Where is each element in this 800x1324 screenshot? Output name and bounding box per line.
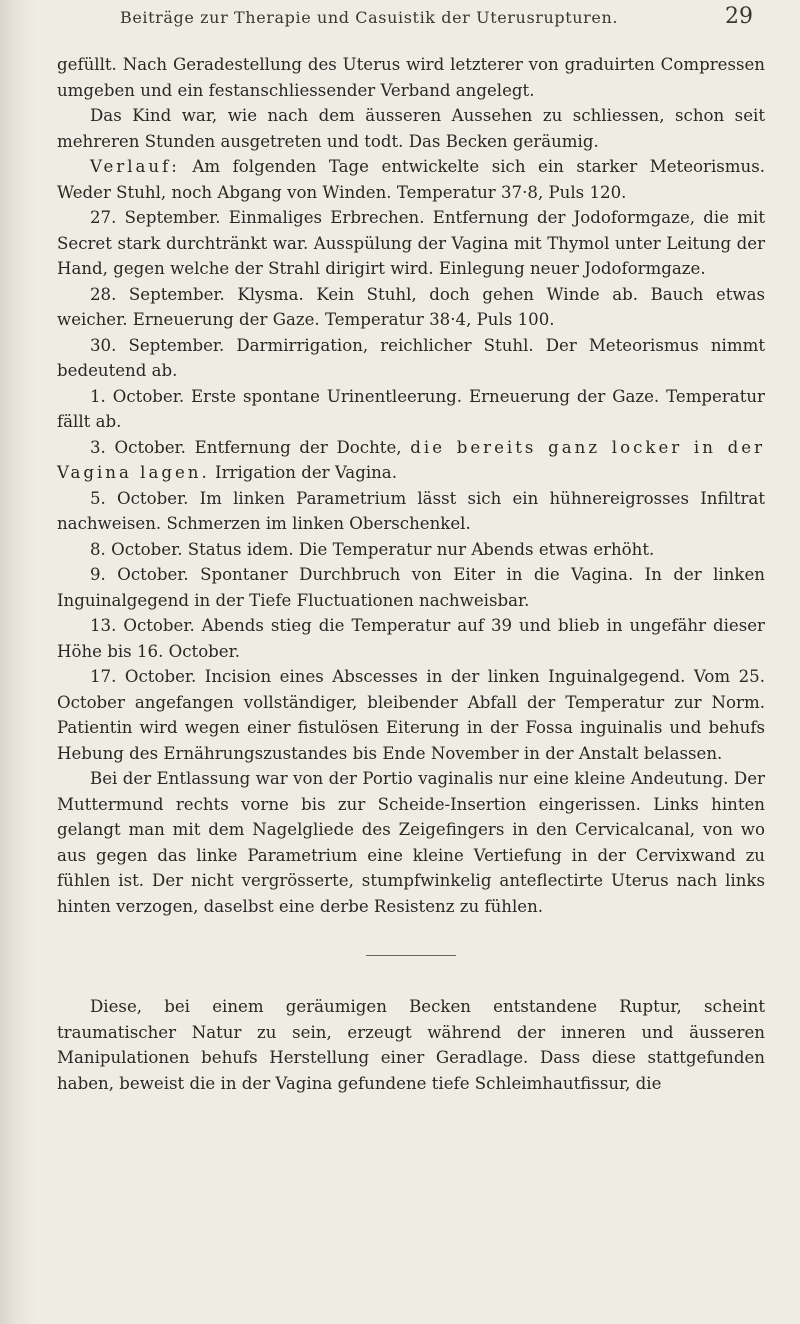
paragraph-text: Irrigation der Vagina. xyxy=(209,463,397,482)
body-text xyxy=(57,52,765,1096)
paragraph-text: 30. September. Darmirrigation, reichlicher Stuhl. Der Meteorismus nimmt bedeutend ab. xyxy=(57,335,765,380)
paragraph-text: 3. October. Entfernung der Dochte, xyxy=(90,437,411,457)
section-divider xyxy=(366,955,456,956)
paragraph xyxy=(57,435,765,486)
paragraph-text: 1. October. Erste spontane Urinentleerung. Erneuerung der Gaze. Temperatur fällt ab. xyxy=(57,386,765,431)
paragraph-text: 13. October. Abends stieg die Temperatur auf 39 und blieb in ungefähr dieser Höhe bis 16. October. xyxy=(57,616,765,661)
paragraph-text: 8. October. Status idem. Die Temperatur nur Abends etwas erhöht. xyxy=(90,539,655,559)
running-title: Beiträge zur Therapie und Casuistik der Uterusrupturen. xyxy=(120,8,619,27)
paragraph xyxy=(57,537,765,563)
paragraph-text: gefüllt. Nach Geradestellung des Uterus wird letzterer von graduirten Compressen umgeben und ein festanschliessender Verband angelegt. xyxy=(57,55,765,100)
closing-paragraph: Diese, bei einem geräumigen Becken entstandene Ruptur, scheint traumatischer Natur zu sein, erzeugt während der inneren und äusseren Manipulationen behufs Herstellung einer Geradlage. Dass diese stattgefunden haben, beweist die in der Vagina gefundene tiefe Schleimhautfissur, die xyxy=(57,997,765,1093)
paragraph xyxy=(57,52,765,103)
paragraph xyxy=(57,486,765,537)
page-header xyxy=(0,4,800,34)
paragraph xyxy=(57,154,765,205)
paragraph-text: 28. September. Klysma. Kein Stuhl, doch gehen Winde ab. Bauch etwas weicher. Erneuerung der Gaze. Temperatur 38·4, Puls 100. xyxy=(57,284,765,329)
paragraph-text: Das Kind war, wie nach dem äusseren Aussehen zu schliessen, schon seit mehreren Stunden ausgetreten und todt. Das Becken geräumig. xyxy=(57,106,765,151)
paragraph-text: 5. October. Im linken Parametrium lässt sich ein hühnereigrosses Infiltrat nachweisen. Schmerzen im linken Oberschenkel. xyxy=(57,488,765,533)
paragraph xyxy=(57,282,765,333)
section-lead: Verlauf: xyxy=(90,157,180,176)
paragraph xyxy=(57,562,765,613)
paragraph-text: Bei der Entlassung war von der Portio vaginalis nur eine kleine Andeutung. Der Muttermund rechts vorne bis zur Scheide-Insertion eingerissen. Links hinten gelangt man mit dem Nagelgliede des Zeigefingers in den Cervicalcanal, von wo aus gegen das linke Parametrium eine kleine Vertiefung in der Cervixwand zu fühlen ist. Der nicht vergrösserte, stumpfwinkelig anteflectirte Uterus nach links hinten verzogen, daselbst eine derbe Resistenz zu fühlen. xyxy=(57,769,765,916)
paragraph-text: 9. October. Spontaner Durchbruch von Eiter in die Vagina. In der linken Inguinalgegend in der Tiefe Fluctuationen nachweisbar. xyxy=(57,565,765,610)
paragraph xyxy=(57,664,765,766)
paragraph xyxy=(57,766,765,919)
emphasized-text: die bereits ganz locker in der Vagina lagen. xyxy=(57,437,765,482)
paragraph xyxy=(57,103,765,154)
paragraph-text: Am folgenden Tage entwickelte sich ein starker Meteorismus. Weder Stuhl, noch Abgang von Winden. Temperatur 37·8, Puls 120. xyxy=(57,157,765,202)
paragraph xyxy=(57,384,765,435)
page-number: 29 xyxy=(725,4,753,29)
paragraph xyxy=(57,333,765,384)
paragraph xyxy=(57,205,765,282)
paragraph-text: 27. September. Einmaliges Erbrechen. Entfernung der Jodoformgaze, die mit Secret stark durchtränkt war. Ausspülung der Vagina mit Thymol unter Leitung der Hand, gegen welche der Strahl dirigirt wird. Einlegung neuer Jodoformgaze. xyxy=(57,208,765,278)
paragraph xyxy=(57,613,765,664)
paragraph-text: 17. October. Incision eines Abscesses in der linken Inguinalgegend. Vom 25. October angefangen vollständiger, bleibender Abfall der Temperatur zur Norm. Patientin wird wegen einer fistulösen Eiterung in der Fossa inguinalis und behufs Hebung des Ernährungszustandes bis Ende November in der Anstalt belassen. xyxy=(57,667,765,763)
